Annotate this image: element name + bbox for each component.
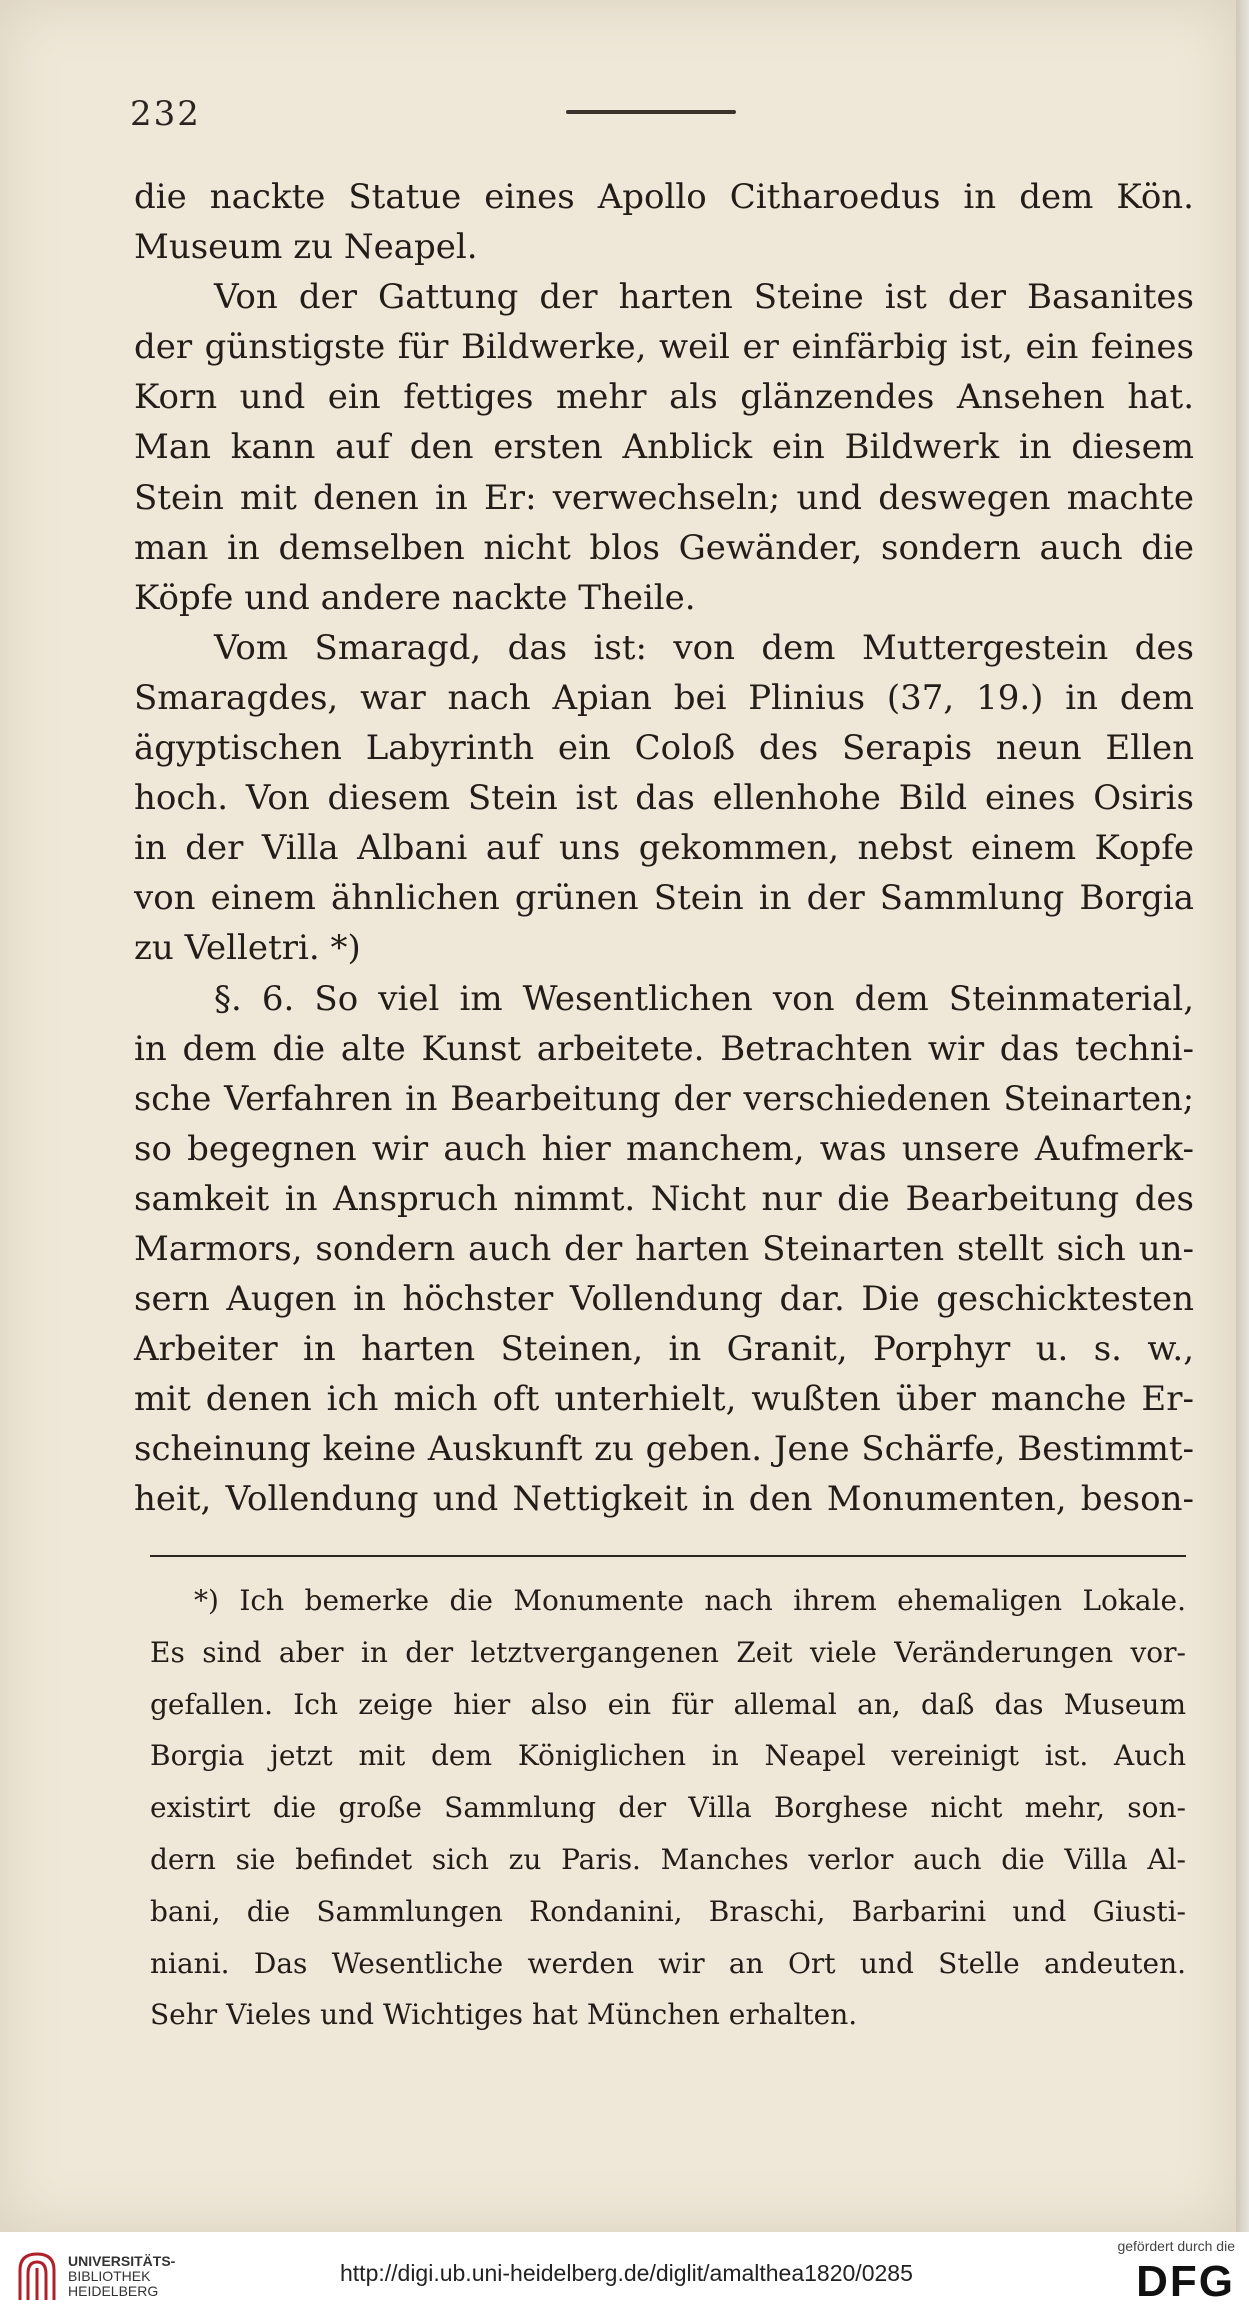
body-text [134, 172, 1194, 1525]
text-line: der günstigste für Bildwerke, weil er einfärbig ist, ein feines [134, 327, 1194, 368]
footnote [150, 1576, 1186, 2042]
permalink[interactable]: http://digi.ub.uni-heidelberg.de/diglit/amalthea1820/0285 [340, 2260, 913, 2286]
text-line: mit denen ich mich oft unterhielt, wußten über manche Er- [134, 1379, 1194, 1420]
footnote-line: dern sie befindet sich zu Paris. Manches verlor auch die Villa Al- [150, 1842, 1186, 1876]
footnote-rule [150, 1555, 1186, 1557]
text-line: von einem ähnlichen grünen Stein in der Sammlung Borgia [134, 878, 1194, 919]
library-name [68, 2254, 175, 2299]
text-line: die nackte Statue eines Apollo Citharoedus in dem Kön. [134, 177, 1194, 217]
text-line: hoch. Von diesem Stein ist das ellenhohe Bild eines Osiris [134, 778, 1194, 819]
text-line: ägyptischen Labyrinth ein Coloß des Serapis neun Ellen [134, 728, 1194, 769]
text-line: sern Augen in höchster Vollendung dar. Die geschicktesten [134, 1279, 1194, 1320]
footnote-line: *) Ich bemerke die Monumente nach ihrem ehemaligen Lokale. [194, 1584, 1186, 1617]
text-line: heit, Vollendung und Nettigkeit in den Monumenten, beson- [134, 1479, 1194, 1520]
footnote-line: bani, die Sammlungen Rondanini, Braschi, Barbarini und Giusti- [150, 1894, 1186, 1928]
sponsor [1117, 2238, 1235, 2306]
text-line: Museum zu Neapel. [134, 227, 478, 268]
text-line: Korn und ein fettiges mehr als glänzendes Ansehen hat. [134, 377, 1194, 418]
text-line: in der Villa Albani auf uns gekommen, nebst einem Kopfe [134, 828, 1194, 869]
sponsor-text: gefördert durch die [1117, 2238, 1235, 2254]
library-name-line1: UNIVERSITÄTS- [68, 2253, 176, 2269]
text-line: Vom Smaragd, das ist: von dem Muttergestein des [214, 627, 1194, 668]
text-line: Man kann auf den ersten Anblick ein Bildwerk in diesem [134, 427, 1194, 468]
library-name-line2: BIBLIOTHEK [68, 2268, 151, 2284]
text-line: sche Verfahren in Bearbeitung der verschiedenen Steinarten; [134, 1078, 1194, 1118]
text-line: Von der Gattung der harten Steine ist der Basanites [214, 277, 1194, 318]
footnote-line: niani. Das Wesentliche werden wir an Ort und Stelle andeuten. [150, 1946, 1186, 1980]
text-line: zu Velletri. *) [134, 928, 361, 969]
viewer-footer [0, 2232, 1249, 2320]
text-line: so begegnen wir auch hier manchem, was unsere Aufmerk- [134, 1128, 1194, 1169]
footnote-line: Es sind aber in der letztvergangenen Zeit viele Veränderungen vor- [150, 1635, 1186, 1669]
text-line: Smaragdes, war nach Apian bei Plinius (37, 19.) in dem [134, 677, 1194, 718]
text-line: samkeit in Anspruch nimmt. Nicht nur die Bearbeitung des [134, 1178, 1194, 1219]
header-rule [566, 110, 736, 114]
footnote-line: gefallen. Ich zeige hier also ein für allemal an, daß das Museum [150, 1687, 1186, 1721]
text-line: Marmors, sondern auch der harten Steinarten stellt sich un- [134, 1228, 1194, 1269]
footnote-line: Sehr Vieles und Wichtiges hat München erhalten. [150, 1998, 858, 2032]
text-line: Arbeiter in harten Steinen, in Granit, Porphyr u. s. w., [134, 1329, 1194, 1370]
footnote-line: Borgia jetzt mit dem Königlichen in Neapel vereinigt ist. Auch [150, 1739, 1186, 1773]
page-number: 232 [130, 94, 201, 134]
text-line: Köpfe und andere nackte Theile. [134, 577, 696, 618]
library-name-line3: HEIDELBERG [68, 2283, 159, 2299]
text-line: Stein mit denen in Er: verwechseln; und deswegen machte [134, 477, 1194, 518]
library-logo-icon[interactable] [14, 2246, 60, 2306]
text-line: scheinung keine Auskunft zu geben. Jene Schärfe, Bestimmt- [134, 1429, 1194, 1470]
page-edge [1236, 0, 1249, 2232]
text-line: man in demselben nicht blos Gewänder, sondern auch die [134, 527, 1194, 568]
dfg-logo[interactable]: DFG [1136, 2257, 1235, 2306]
text-line: in dem die alte Kunst arbeitete. Betrachten wir das techni- [134, 1028, 1194, 1069]
text-line: §. 6. So viel im Wesentlichen von dem Steinmaterial, [214, 978, 1194, 1019]
footnote-line: existirt die große Sammlung der Villa Borghese nicht mehr, son- [150, 1791, 1186, 1825]
